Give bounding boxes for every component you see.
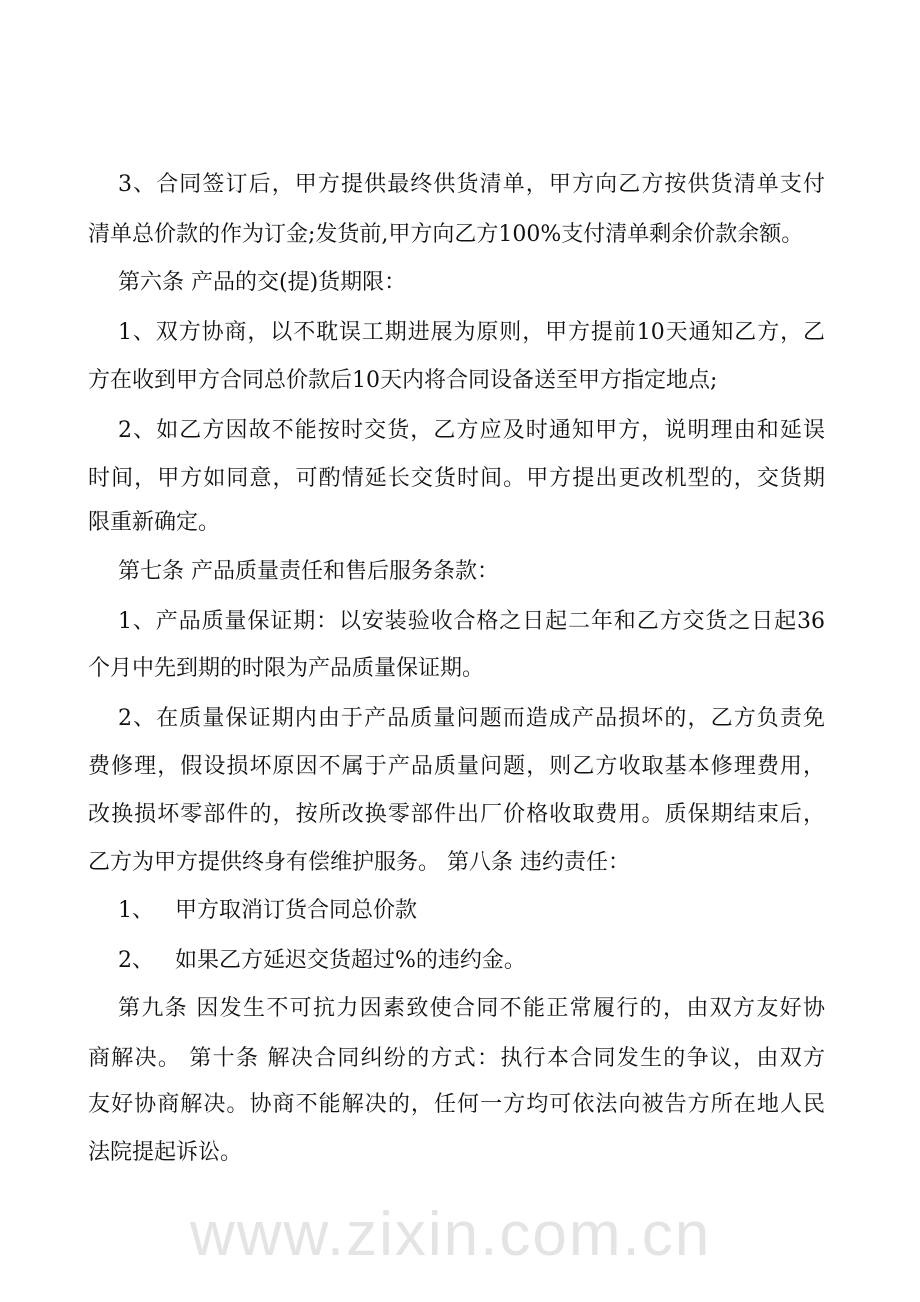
paragraph-line: 改换损坏零部件的，按所改换零部件出厂价格收取费用。质保期结束后， bbox=[88, 802, 825, 827]
paragraph-line: 1、产品质量保证期：以安装验收合格之日起二年和乙方交货之日起36 bbox=[118, 609, 825, 634]
paragraph-line: 方在收到甲方合同总价款后10天内将合同设备送至甲方指定地点; bbox=[88, 368, 718, 393]
paragraph-line: 清单总价款的作为订金;发货前,甲方向乙方100%支付清单剩余价款余额。 bbox=[88, 222, 804, 247]
paragraph-line: 费修理，假设损坏原因不属于产品质量问题，则乙方收取基本修理费用， bbox=[88, 754, 825, 779]
section-heading: 第六条 产品的交(提)货期限： bbox=[118, 270, 407, 295]
paragraph-line: 友好协商解决。协商不能解决的，任何一方均可依法向被告方所在地人民 bbox=[88, 1092, 825, 1117]
paragraph-line: 个月中先到期的时限为产品质量保证期。 bbox=[88, 656, 485, 681]
paragraph-line: 限重新确定。 bbox=[88, 510, 221, 535]
paragraph-line: 1、双方协商，以不耽误工期进展为原则，甲方提前10天通知乙方，乙 bbox=[118, 320, 825, 345]
paragraph-line: 时间，甲方如同意，可酌情延长交货时间。甲方提出更改机型的，交货期 bbox=[88, 466, 825, 491]
paragraph-line: 2、在质量保证期内由于产品质量问题而造成产品损坏的，乙方负责免 bbox=[118, 706, 825, 731]
paragraph-line: 乙方为甲方提供终身有偿维护服务。 第八条 违约责任： bbox=[88, 850, 630, 875]
list-item: 2、 如果乙方延迟交货超过%的违约金。 bbox=[118, 948, 526, 973]
paragraph-line: 3、合同签订后，甲方提供最终供货清单，甲方向乙方按供货清单支付 bbox=[118, 172, 825, 197]
watermark: www.zixin.com.cn bbox=[190, 1200, 712, 1269]
paragraph-line: 法院提起诉讼。 bbox=[88, 1140, 243, 1165]
list-item: 1、 甲方取消订货合同总价款 bbox=[118, 898, 417, 923]
paragraph-line: 2、如乙方因故不能按时交货，乙方应及时通知甲方，说明理由和延误 bbox=[118, 418, 825, 443]
paragraph-line: 商解决。 第十条 解决合同纠纷的方式：执行本合同发生的争议，由双方 bbox=[88, 1046, 825, 1071]
section-heading: 第七条 产品质量责任和售后服务条款： bbox=[118, 559, 499, 584]
paragraph-line: 第九条 因发生不可抗力因素致使合同不能正常履行的，由双方友好协 bbox=[118, 996, 825, 1021]
